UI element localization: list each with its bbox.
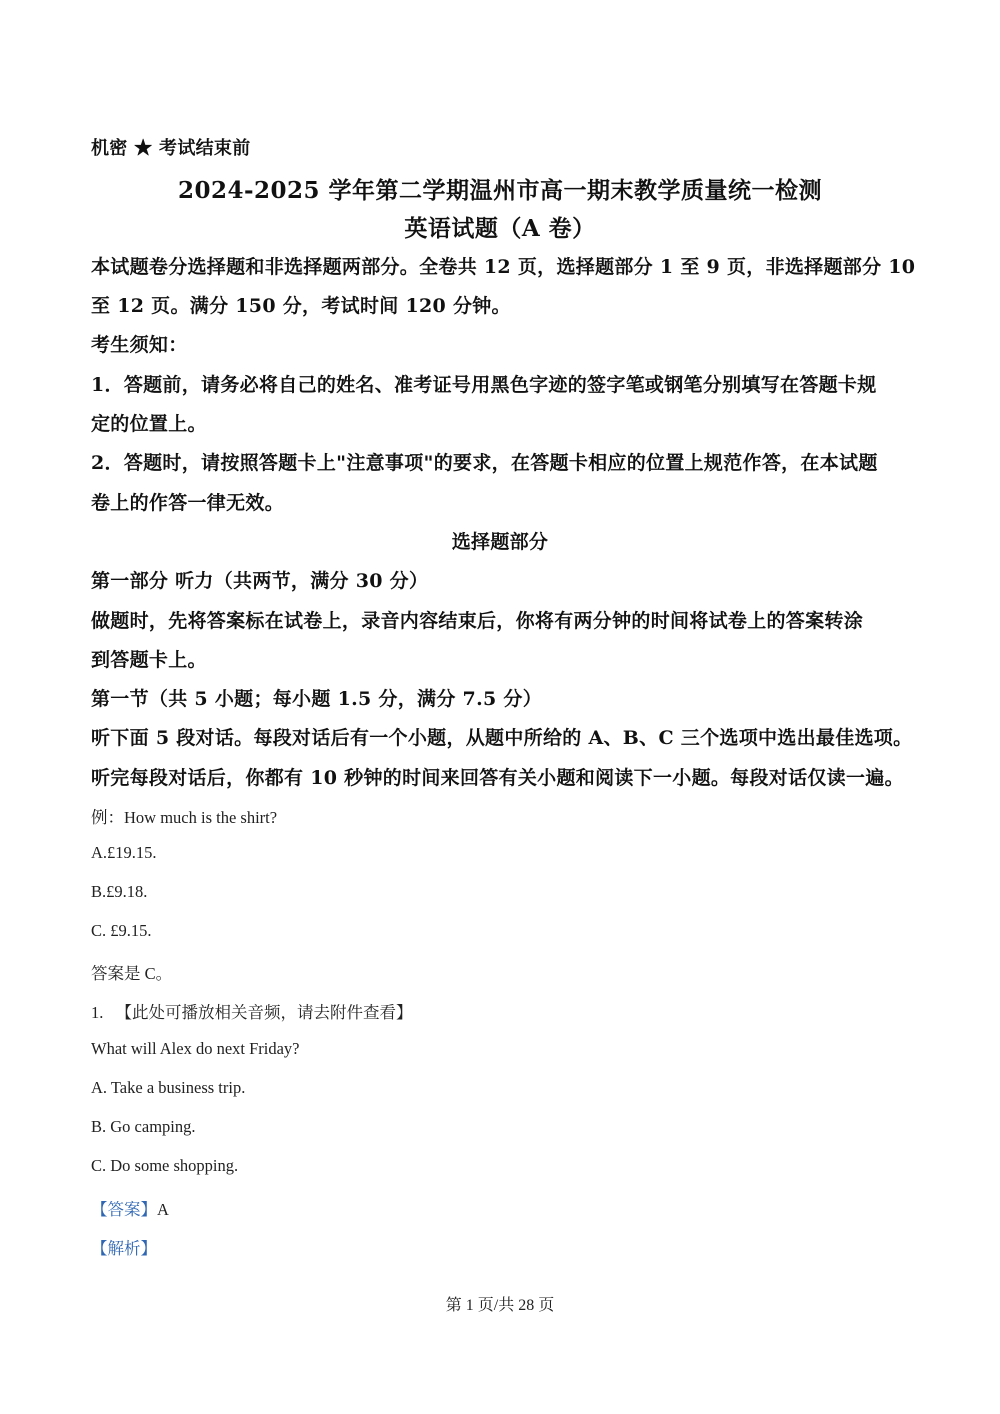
intro-line-1: 本试题卷分选择题和非选择题两部分。全卷共 12 页，选择题部分 1 至 9 页，非选择题部分 10	[91, 256, 916, 278]
notice-item-1-line-2: 定的位置上。	[91, 413, 207, 435]
example-option-b: B.£9.18.	[91, 882, 148, 901]
section-title: 选择题部分	[451, 531, 549, 553]
confidential-label: 机密 ★ 考试结束前	[91, 138, 251, 159]
audio-note: 【此处可播放相关音频，请去附件查看】	[115, 1003, 413, 1022]
notice-item-1-line-1: 1．答题前，请务必将自己的姓名、准考证号用黑色字迹的签字笔或钢笔分别填写在答题卡规	[91, 374, 877, 396]
notice-item-2-line-1: 2．答题时，请按照答题卡上"注意事项"的要求，在答题卡相应的位置上规范作答，在本试题	[91, 452, 878, 474]
example-option-a: A.£19.15.	[91, 843, 157, 862]
example-answer: 答案是 C。	[91, 964, 173, 983]
part-1-desc-line-2: 到答题卡上。	[91, 649, 207, 671]
question-1-text: What will Alex do next Friday?	[91, 1039, 300, 1058]
intro-line-2: 至 12 页。满分 150 分，考试时间 120 分钟。	[91, 295, 511, 317]
subsection-1-desc-line-1: 听下面 5 段对话。每段对话后有一个小题，从题中所给的 A、B、C 三个选项中选出最佳选项。	[91, 727, 913, 749]
example-option-c: C. £9.15.	[91, 921, 152, 940]
answer-row	[91, 1196, 169, 1220]
question-1-option-a: A. Take a business trip.	[91, 1078, 246, 1097]
question-number: 1.	[91, 1003, 104, 1022]
analysis-row	[91, 1235, 157, 1259]
subsection-1-heading: 第一节（共 5 小题；每小题 1.5 分，满分 7.5 分）	[91, 688, 543, 710]
notice-heading: 考生须知：	[91, 334, 188, 356]
exam-title: 2024-2025 学年第二学期温州市高一期末教学质量统一检测	[177, 177, 823, 204]
question-1-option-b: B. Go camping.	[91, 1117, 196, 1136]
answer-value: A	[157, 1200, 169, 1219]
question-1-header	[91, 999, 413, 1023]
question-1-option-c: C. Do some shopping.	[91, 1156, 239, 1175]
example-question: 例：How much is the shirt?	[91, 808, 278, 827]
part-1-desc-line-1: 做题时，先将答案标在试卷上，录音内容结束后，你将有两分钟的时间将试卷上的答案转涂	[91, 610, 864, 632]
answer-label: 【答案】	[91, 1200, 157, 1219]
exam-subtitle: 英语试题（A 卷）	[404, 215, 596, 242]
part-1-heading: 第一部分 听力（共两节，满分 30 分）	[91, 570, 429, 592]
notice-item-2-line-2: 卷上的作答一律无效。	[91, 492, 285, 514]
page-footer: 第 1 页/共 28 页	[445, 1297, 555, 1314]
analysis-label: 【解析】	[91, 1239, 157, 1258]
subsection-1-desc-line-2: 听完每段对话后，你都有 10 秒钟的时间来回答有关小题和阅读下一小题。每段对话仅读一遍。	[91, 767, 904, 789]
